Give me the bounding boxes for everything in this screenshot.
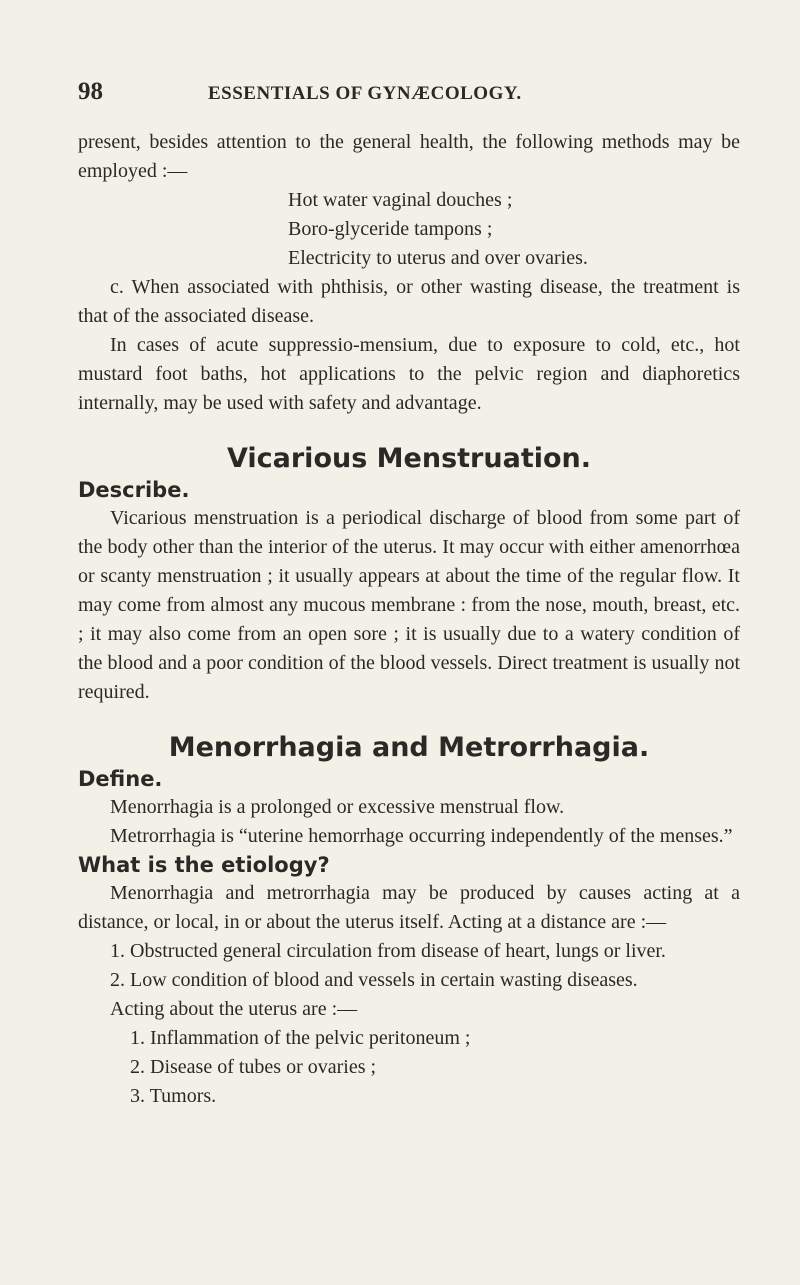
question-define: Define.	[78, 767, 163, 791]
local-cause-item: 3. Tumors.	[130, 1085, 217, 1107]
local-cause-item: 2. Disease of tubes or ovaries ;	[130, 1056, 377, 1078]
page-number: 98	[78, 78, 103, 105]
section-title-vicarious: Vicarious Menstruation.	[226, 443, 592, 474]
local-cause-item: 1. Inflammation of the pelvic peritoneum ;	[130, 1027, 471, 1049]
definition-menorrhagia: Menorrhagia is a prolonged or excessive menstrual flow.	[110, 796, 565, 818]
paragraph-acute: In cases of acute suppressio-mensium, due to exposure to cold, etc., hot mustard foot baths, hot applications to the pelvic region and diaphoretics internally, may be used with safety and advantage.	[78, 334, 740, 414]
definition-metrorrhagia: Metrorrhagia is “uterine hemorrhage occurring independently of the menses.”	[110, 825, 733, 847]
intro-paragraph: present, besides attention to the general health, the following methods may be employed :—	[78, 131, 740, 182]
method-item: Hot water vaginal douches ;	[288, 189, 513, 211]
method-item: Boro-glyceride tampons ;	[288, 218, 493, 240]
running-head: ESSENTIALS OF GYNÆCOLOGY.	[208, 83, 522, 104]
method-item: Electricity to uterus and over ovaries.	[288, 247, 588, 269]
vicarious-answer: Vicarious menstruation is a periodical discharge of blood from some part of the body other than the interior of the uterus. It may occur with either amenorrhœa or scanty menstruation ; it usually appears at about the time of the regular flow. It may come from almost any mucous membrane : from the nose, mouth, breast, etc. ; it may also come from an open sore ; it is usually due to a watery condition of the blood and a poor condition of the blood vessels. Direct treatment is usually not required.	[78, 507, 740, 703]
section-title-menorrhagia: Menorrhagia and Metrorrhagia.	[168, 732, 650, 763]
about-uterus-heading: Acting about the uterus are :—	[110, 998, 358, 1020]
distance-cause-item: 1. Obstructed general circulation from disease of heart, lungs or liver.	[110, 940, 666, 962]
paragraph-c: c. When associated with phthisis, or other wasting disease, the treatment is that of the associated disease.	[78, 276, 740, 327]
question-etiology: What is the etiology?	[78, 853, 330, 877]
distance-cause-item: 2. Low condition of blood and vessels in certain wasting diseases.	[110, 969, 638, 991]
question-describe: Describe.	[78, 478, 190, 502]
etiology-paragraph: Menorrhagia and metrorrhagia may be produced by causes acting at a distance, or local, in or about the uterus itself. Acting at a distance are :—	[78, 882, 740, 933]
page-header	[78, 78, 740, 106]
